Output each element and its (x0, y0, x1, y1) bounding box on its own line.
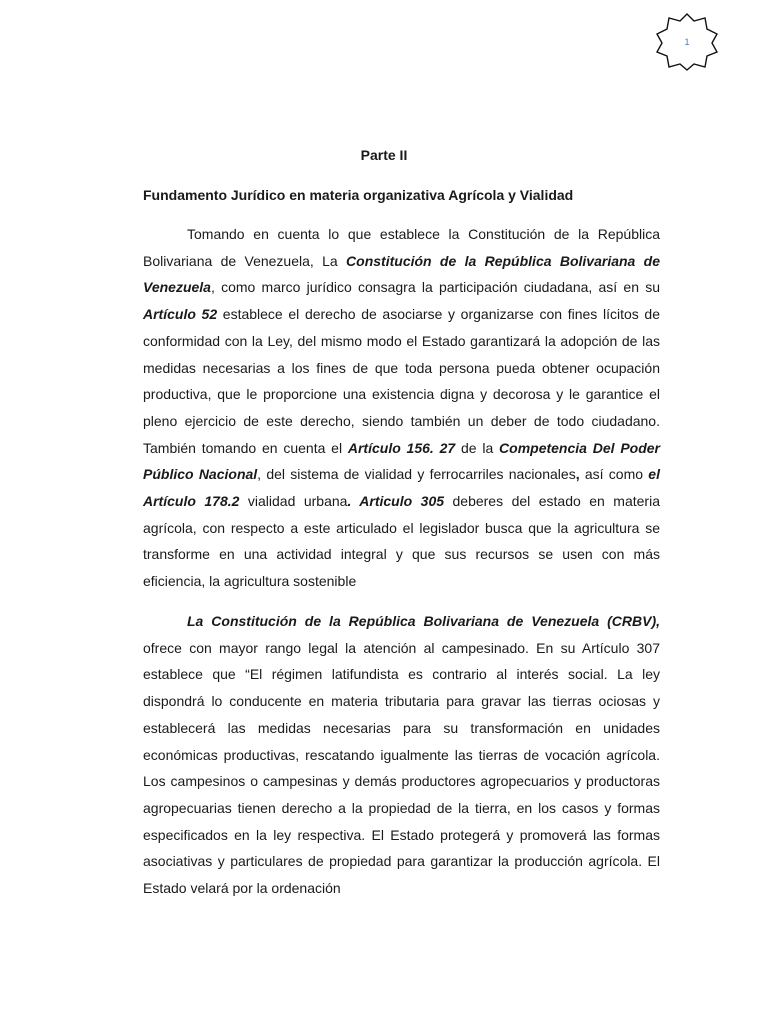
section-title: Parte II (360, 147, 408, 163)
p1-text-8: deberes del estado en materia agrícola, con respecto a este articulado el legislador busca que la agricultura se transforme en una actividad integral y que sus recursos se usen con más eficiencia, la agricultura sostenible (143, 493, 660, 590)
p1-text-1: Tomando en cuenta lo que establece la Constitución de la República Bolivariana de Venezuela, La (143, 226, 660, 269)
p1-comma: , (575, 466, 580, 483)
p1-article-305: . Articulo 305 (347, 493, 445, 510)
p2-text-1: ofrece con mayor rango legal la atención al campesinado. En su Artículo 307 establece que “El régimen latifundista es contrario al interés social. La ley dispondrá lo conducente en materia tributaria para gravar las tierras ociosas y establecerá las medidas necesarias para su transformación en unidades económicas productivas, rescatando igualmente las tierras de vocación agrícola. Los campesinos o campesinas y demás productores agropecuarios y productoras agropecuarias tienen derecho a la propiedad de la tierra, en los casos y formas especificados en la ley respectiva. El Estado protegerá y promoverá las formas asociativas y particulares de propiedad para garantizar la producción agrícola. El Estado velará por la ordenación (143, 639, 660, 897)
p1-article-52: Artículo 52 (143, 306, 218, 323)
page-number-badge (655, 12, 719, 72)
p1-text-6: así como (579, 466, 649, 483)
p1-constitution-ref: Constitución de la República Bolivariana de Venezuela (143, 252, 661, 296)
paragraph-2 (143, 608, 660, 902)
p1-text-4: de la (455, 439, 500, 456)
p1-article-178: el Artículo 178.2 (143, 466, 660, 510)
p1-article-156: Artículo 156. 27 (347, 439, 456, 456)
p2-crbv-ref: La Constitución de la República Bolivariana de Venezuela (CRBV), (187, 613, 660, 629)
page-number: 1 (684, 37, 690, 47)
p1-text-7: vialidad urbana (239, 493, 348, 510)
p1-text-3: establece el derecho de asociarse y organizarse con fines lícitos de conformidad con la Ley, del mismo modo el Estado garantizará la adopción de las medidas necesarias a los fines de que toda persona pueda obtener ocupación productiva, que le proporcione una existencia digna y decorosa y le garantice el pleno ejercicio de este derecho, siendo también un deber de todo ciudadano. También tomando en cuenta el (143, 306, 660, 456)
section-subtitle: Fundamento Jurídico en materia organizativa Agrícola y Vialidad (143, 187, 574, 203)
p1-competencia: Competencia Del Poder Público Nacional (143, 439, 660, 483)
paragraph-1 (143, 221, 660, 595)
p1-text-5: , del sistema de vialidad y ferrocarriles nacionales (257, 466, 576, 483)
p1-text-2: , como marco jurídico consagra la participación ciudadana, así en su (210, 279, 660, 296)
